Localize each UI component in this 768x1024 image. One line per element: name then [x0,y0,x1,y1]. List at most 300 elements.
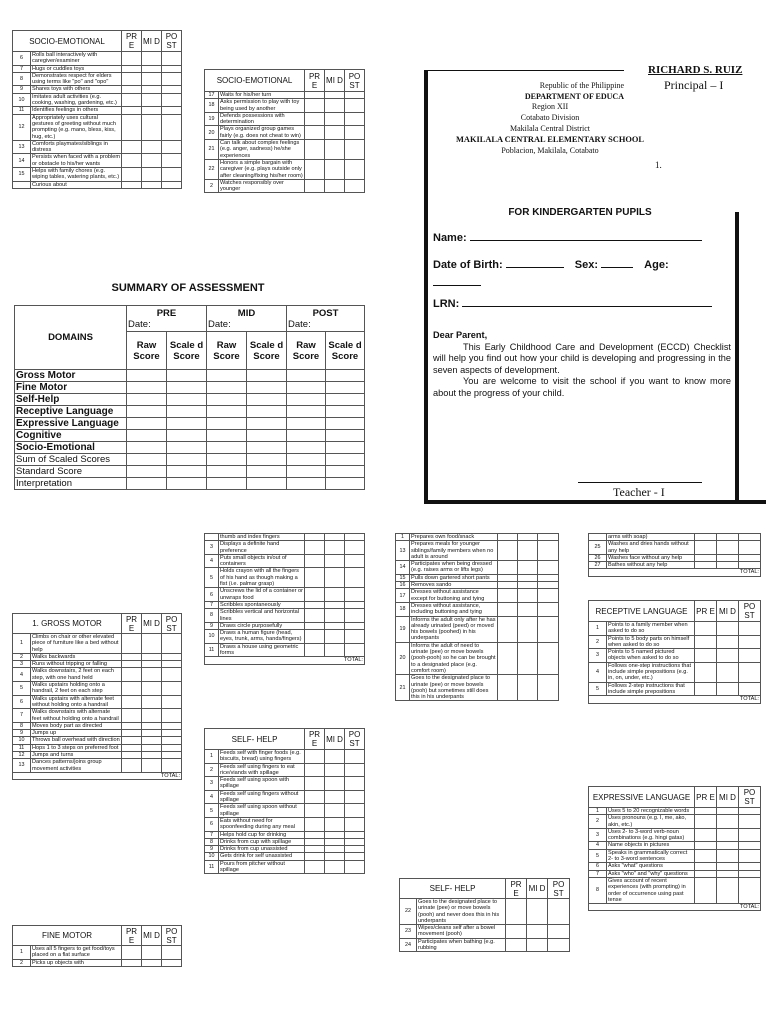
post-check-cell[interactable] [739,808,761,815]
mid-check-cell[interactable] [518,589,538,603]
mid-check-cell[interactable] [518,616,538,642]
post-check-cell[interactable] [739,870,761,877]
score-cell[interactable] [207,430,247,442]
post-check-cell[interactable] [345,126,365,140]
post-check-cell[interactable] [162,140,182,154]
post-check-cell[interactable] [345,92,365,99]
post-check-cell[interactable] [162,946,182,960]
post-check-cell[interactable] [345,846,365,853]
mid-check-cell[interactable] [325,99,345,113]
pre-check-cell[interactable] [695,849,717,863]
score-cell[interactable] [167,406,207,418]
pre-check-cell[interactable] [498,616,518,642]
mid-check-cell[interactable] [142,695,162,709]
post-check-cell[interactable] [739,682,761,696]
pre-check-cell[interactable] [498,589,518,603]
post-check-cell[interactable] [345,630,365,644]
pre-check-cell[interactable] [305,112,325,126]
post-check-cell[interactable] [739,541,761,555]
pre-check-cell[interactable] [305,860,325,874]
pre-check-cell[interactable] [305,750,325,764]
mid-check-cell[interactable] [325,643,345,657]
pre-check-cell[interactable] [498,602,518,616]
mid-check-cell[interactable] [518,582,538,589]
mid-check-cell[interactable] [142,65,162,72]
pre-check-cell[interactable] [695,635,717,649]
score-cell[interactable] [247,394,287,406]
mid-check-cell[interactable] [325,126,345,140]
pre-check-cell[interactable] [122,181,142,188]
post-check-cell[interactable] [548,938,570,952]
score-cell[interactable] [127,406,167,418]
post-check-cell[interactable] [345,853,365,860]
score-cell[interactable] [127,442,167,454]
mid-check-cell[interactable] [527,925,548,939]
post-check-cell[interactable] [345,790,365,804]
mid-check-cell[interactable] [142,752,162,759]
mid-check-cell[interactable] [142,52,162,66]
mid-check-cell[interactable] [325,554,345,568]
score-cell[interactable] [326,478,365,490]
pre-check-cell[interactable] [305,831,325,838]
score-cell[interactable] [167,382,207,394]
pre-check-cell[interactable] [122,959,142,966]
score-cell[interactable] [127,394,167,406]
pre-check-cell[interactable] [305,568,325,588]
score-cell[interactable] [207,454,247,466]
score-cell[interactable] [287,478,326,490]
post-check-cell[interactable] [162,168,182,182]
pre-check-cell[interactable] [122,653,142,660]
pre-check-cell[interactable] [305,601,325,608]
pre-check-cell[interactable] [122,759,142,773]
post-check-cell[interactable] [739,622,761,636]
score-cell[interactable] [326,442,365,454]
score-cell[interactable] [207,466,247,478]
pre-check-cell[interactable] [305,99,325,113]
pre-check-cell[interactable] [305,804,325,818]
pre-check-cell[interactable] [695,828,717,842]
post-check-cell[interactable] [162,737,182,744]
score-cell[interactable] [247,418,287,430]
score-cell[interactable] [326,418,365,430]
mid-check-cell[interactable] [325,159,345,179]
score-cell[interactable] [326,394,365,406]
score-cell[interactable] [287,430,326,442]
post-check-cell[interactable] [345,750,365,764]
mid-check-cell[interactable] [325,541,345,555]
post-check-cell[interactable] [345,140,365,160]
post-check-cell[interactable] [345,541,365,555]
post-check-cell[interactable] [538,541,559,561]
score-cell[interactable] [127,454,167,466]
post-check-cell[interactable] [162,653,182,660]
post-check-cell[interactable] [538,589,559,603]
pre-check-cell[interactable] [122,114,142,140]
post-check-cell[interactable] [162,114,182,140]
pre-check-cell[interactable] [122,52,142,66]
post-check-cell[interactable] [345,99,365,113]
post-check-cell[interactable] [162,668,182,682]
mid-check-cell[interactable] [325,763,345,777]
post-check-cell[interactable] [739,554,761,561]
mid-check-cell[interactable] [717,808,739,815]
post-check-cell[interactable] [345,609,365,623]
mid-check-cell[interactable] [527,899,548,925]
pre-check-cell[interactable] [122,682,142,696]
post-check-cell[interactable] [538,534,559,541]
pre-check-cell[interactable] [498,561,518,575]
mid-check-cell[interactable] [325,846,345,853]
mid-check-cell[interactable] [325,838,345,845]
mid-check-cell[interactable] [142,72,162,86]
score-cell[interactable] [326,454,365,466]
pre-check-cell[interactable] [305,790,325,804]
score-cell[interactable] [207,394,247,406]
post-check-cell[interactable] [162,730,182,737]
post-check-cell[interactable] [538,561,559,575]
score-cell[interactable] [167,466,207,478]
post-check-cell[interactable] [345,763,365,777]
pre-check-cell[interactable] [122,722,142,729]
mid-check-cell[interactable] [717,534,739,541]
mid-check-cell[interactable] [142,709,162,723]
pre-check-cell[interactable] [695,649,717,663]
mid-check-cell[interactable] [717,649,739,663]
mid-check-cell[interactable] [325,568,345,588]
score-cell[interactable] [247,430,287,442]
pre-check-cell[interactable] [122,154,142,168]
score-cell[interactable] [326,466,365,478]
post-check-cell[interactable] [162,709,182,723]
post-check-cell[interactable] [739,662,761,682]
pre-check-cell[interactable] [305,838,325,845]
pre-check-cell[interactable] [305,630,325,644]
score-cell[interactable] [326,370,365,382]
mid-check-cell[interactable] [717,562,739,569]
pre-check-cell[interactable] [122,168,142,182]
mid-check-cell[interactable] [142,653,162,660]
score-cell[interactable] [127,418,167,430]
post-check-cell[interactable] [162,86,182,93]
mid-check-cell[interactable] [717,635,739,649]
mid-check-cell[interactable] [717,870,739,877]
mid-check-cell[interactable] [142,946,162,960]
lrn-blank[interactable] [462,306,712,307]
mid-check-cell[interactable] [325,817,345,831]
pre-check-cell[interactable] [122,730,142,737]
score-cell[interactable] [207,370,247,382]
pre-check-cell[interactable] [305,588,325,602]
mid-check-cell[interactable] [717,554,739,561]
score-cell[interactable] [287,382,326,394]
mid-check-cell[interactable] [325,92,345,99]
mid-check-cell[interactable] [717,828,739,842]
post-check-cell[interactable] [162,661,182,668]
post-check-cell[interactable] [162,695,182,709]
mid-check-cell[interactable] [518,602,538,616]
pre-check-cell[interactable] [695,622,717,636]
pre-check-cell[interactable] [506,925,527,939]
post-check-cell[interactable] [345,601,365,608]
mid-check-cell[interactable] [142,722,162,729]
score-cell[interactable] [127,478,167,490]
post-check-cell[interactable] [739,534,761,541]
post-check-cell[interactable] [345,817,365,831]
pre-check-cell[interactable] [305,853,325,860]
score-cell[interactable] [247,466,287,478]
mid-check-cell[interactable] [142,959,162,966]
pre-check-cell[interactable] [305,179,325,193]
post-check-cell[interactable] [345,860,365,874]
mid-check-cell[interactable] [325,601,345,608]
pre-check-cell[interactable] [122,744,142,751]
pre-check-cell[interactable] [695,541,717,555]
score-cell[interactable] [167,430,207,442]
mid-check-cell[interactable] [142,668,162,682]
pre-check-cell[interactable] [122,107,142,114]
pre-check-cell[interactable] [122,668,142,682]
score-cell[interactable] [167,454,207,466]
pre-check-cell[interactable] [122,737,142,744]
pre-check-cell[interactable] [695,870,717,877]
post-check-cell[interactable] [345,643,365,657]
pre-check-cell[interactable] [695,662,717,682]
mid-check-cell[interactable] [325,622,345,629]
pre-check-cell[interactable] [695,842,717,849]
mid-check-cell[interactable] [527,938,548,952]
post-check-cell[interactable] [538,602,559,616]
score-cell[interactable] [287,454,326,466]
mid-check-cell[interactable] [142,107,162,114]
pre-check-cell[interactable] [305,817,325,831]
post-check-cell[interactable] [345,112,365,126]
mid-check-cell[interactable] [142,168,162,182]
post-check-cell[interactable] [162,93,182,107]
mid-check-cell[interactable] [142,140,162,154]
pre-check-cell[interactable] [122,140,142,154]
mid-check-cell[interactable] [325,860,345,874]
mid-check-cell[interactable] [142,737,162,744]
score-cell[interactable] [247,478,287,490]
post-check-cell[interactable] [345,588,365,602]
post-check-cell[interactable] [538,642,559,674]
score-cell[interactable] [326,406,365,418]
post-check-cell[interactable] [739,863,761,870]
mid-check-cell[interactable] [142,759,162,773]
pre-check-cell[interactable] [305,777,325,791]
age-blank[interactable] [433,285,481,286]
post-check-cell[interactable] [538,616,559,642]
mid-check-cell[interactable] [325,588,345,602]
score-cell[interactable] [167,394,207,406]
mid-check-cell[interactable] [142,661,162,668]
pre-check-cell[interactable] [498,642,518,674]
score-cell[interactable] [326,430,365,442]
score-cell[interactable] [287,442,326,454]
pre-check-cell[interactable] [506,899,527,925]
pre-check-cell[interactable] [305,534,325,541]
post-check-cell[interactable] [739,649,761,663]
mid-check-cell[interactable] [717,849,739,863]
pre-check-cell[interactable] [122,709,142,723]
pre-check-cell[interactable] [122,93,142,107]
pre-check-cell[interactable] [498,574,518,581]
mid-check-cell[interactable] [717,815,739,829]
score-cell[interactable] [127,370,167,382]
score-cell[interactable] [207,406,247,418]
pre-check-cell[interactable] [498,541,518,561]
pre-check-cell[interactable] [122,752,142,759]
post-check-cell[interactable] [739,849,761,863]
score-cell[interactable] [287,466,326,478]
post-check-cell[interactable] [739,828,761,842]
sex-blank[interactable] [601,267,633,268]
post-check-cell[interactable] [345,554,365,568]
post-check-cell[interactable] [162,154,182,168]
post-check-cell[interactable] [162,744,182,751]
mid-check-cell[interactable] [142,181,162,188]
pre-check-cell[interactable] [122,946,142,960]
post-check-cell[interactable] [162,634,182,654]
score-cell[interactable] [326,382,365,394]
post-check-cell[interactable] [345,831,365,838]
score-cell[interactable] [247,406,287,418]
pre-check-cell[interactable] [498,675,518,701]
score-cell[interactable] [247,454,287,466]
score-cell[interactable] [247,382,287,394]
post-check-cell[interactable] [162,107,182,114]
pre-check-cell[interactable] [695,562,717,569]
post-check-cell[interactable] [345,534,365,541]
mid-check-cell[interactable] [518,534,538,541]
pre-check-cell[interactable] [695,534,717,541]
mid-check-cell[interactable] [325,750,345,764]
post-check-cell[interactable] [345,622,365,629]
pre-check-cell[interactable] [305,643,325,657]
pre-check-cell[interactable] [305,609,325,623]
post-check-cell[interactable] [345,838,365,845]
post-check-cell[interactable] [548,899,570,925]
post-check-cell[interactable] [345,777,365,791]
mid-check-cell[interactable] [518,561,538,575]
post-check-cell[interactable] [739,562,761,569]
score-cell[interactable] [287,418,326,430]
mid-check-cell[interactable] [142,682,162,696]
post-check-cell[interactable] [162,682,182,696]
score-cell[interactable] [287,406,326,418]
mid-check-cell[interactable] [142,114,162,140]
mid-check-cell[interactable] [142,154,162,168]
pre-check-cell[interactable] [305,541,325,555]
mid-check-cell[interactable] [518,675,538,701]
score-cell[interactable] [207,478,247,490]
mid-check-cell[interactable] [142,86,162,93]
post-check-cell[interactable] [538,582,559,589]
pre-check-cell[interactable] [695,863,717,870]
pre-check-cell[interactable] [695,808,717,815]
pre-check-cell[interactable] [122,661,142,668]
score-cell[interactable] [207,382,247,394]
mid-check-cell[interactable] [142,93,162,107]
mid-check-cell[interactable] [325,853,345,860]
score-cell[interactable] [207,418,247,430]
pre-check-cell[interactable] [305,554,325,568]
pre-check-cell[interactable] [305,622,325,629]
mid-check-cell[interactable] [717,541,739,555]
mid-check-cell[interactable] [325,609,345,623]
score-cell[interactable] [127,382,167,394]
post-check-cell[interactable] [538,675,559,701]
post-check-cell[interactable] [345,179,365,193]
post-check-cell[interactable] [538,574,559,581]
pre-check-cell[interactable] [695,877,717,903]
pre-check-cell[interactable] [695,682,717,696]
mid-check-cell[interactable] [717,842,739,849]
score-cell[interactable] [287,370,326,382]
post-check-cell[interactable] [162,752,182,759]
pre-check-cell[interactable] [122,634,142,654]
pre-check-cell[interactable] [506,938,527,952]
pre-check-cell[interactable] [305,846,325,853]
pre-check-cell[interactable] [122,695,142,709]
post-check-cell[interactable] [162,759,182,773]
mid-check-cell[interactable] [142,730,162,737]
pre-check-cell[interactable] [305,92,325,99]
score-cell[interactable] [127,466,167,478]
score-cell[interactable] [167,370,207,382]
post-check-cell[interactable] [548,925,570,939]
score-cell[interactable] [287,394,326,406]
pre-check-cell[interactable] [498,534,518,541]
score-cell[interactable] [247,370,287,382]
mid-check-cell[interactable] [325,630,345,644]
mid-check-cell[interactable] [717,877,739,903]
mid-check-cell[interactable] [717,863,739,870]
mid-check-cell[interactable] [717,622,739,636]
pre-check-cell[interactable] [695,554,717,561]
dob-blank[interactable] [506,267,564,268]
mid-check-cell[interactable] [325,534,345,541]
pre-check-cell[interactable] [305,140,325,160]
mid-check-cell[interactable] [325,790,345,804]
pre-check-cell[interactable] [122,72,142,86]
mid-check-cell[interactable] [518,642,538,674]
post-check-cell[interactable] [739,815,761,829]
pre-check-cell[interactable] [305,126,325,140]
mid-check-cell[interactable] [325,112,345,126]
mid-check-cell[interactable] [325,140,345,160]
post-check-cell[interactable] [739,877,761,903]
score-cell[interactable] [127,430,167,442]
post-check-cell[interactable] [345,804,365,818]
mid-check-cell[interactable] [325,777,345,791]
pre-check-cell[interactable] [122,86,142,93]
pre-check-cell[interactable] [305,763,325,777]
mid-check-cell[interactable] [717,682,739,696]
mid-check-cell[interactable] [325,804,345,818]
mid-check-cell[interactable] [518,541,538,561]
post-check-cell[interactable] [162,181,182,188]
post-check-cell[interactable] [739,635,761,649]
post-check-cell[interactable] [162,959,182,966]
score-cell[interactable] [167,418,207,430]
name-blank[interactable] [470,240,702,241]
mid-check-cell[interactable] [325,831,345,838]
pre-check-cell[interactable] [498,582,518,589]
pre-check-cell[interactable] [695,815,717,829]
post-check-cell[interactable] [345,568,365,588]
